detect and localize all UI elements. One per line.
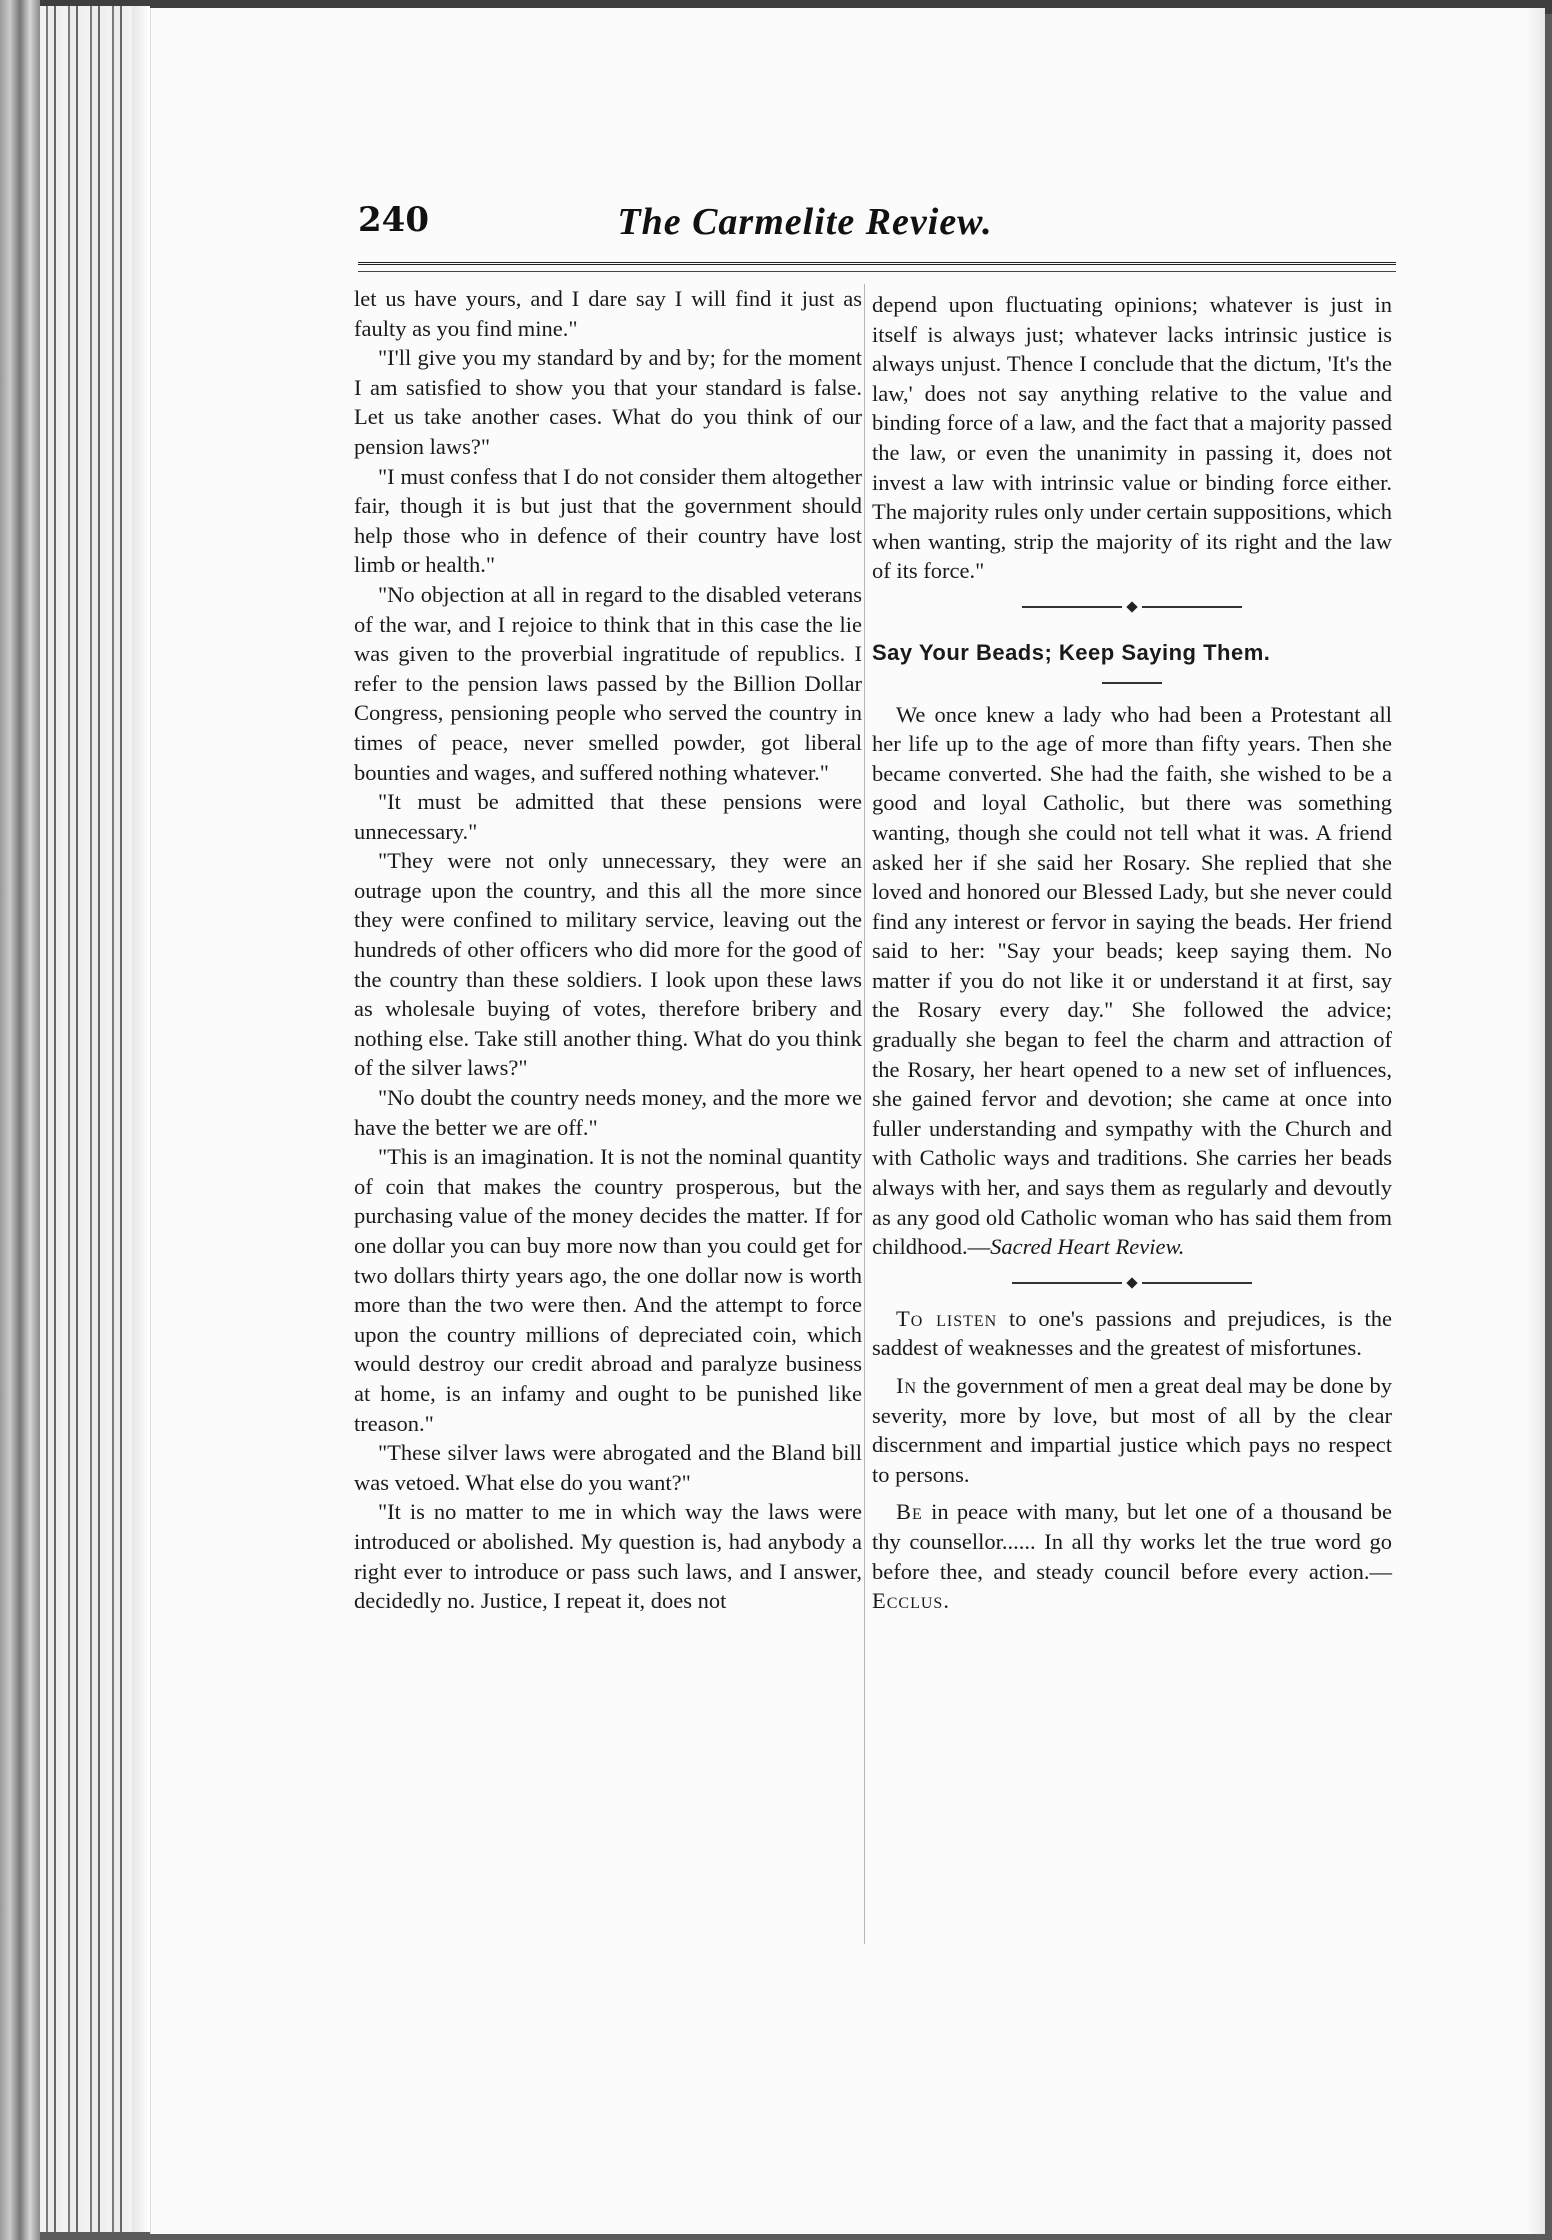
article-source: Sacred Heart Review.: [990, 1234, 1185, 1260]
book-page-edges: [40, 6, 150, 2232]
paragraph: "It must be admitted that these pensions were unnecessary.": [354, 789, 862, 844]
maxim-lead: Be: [896, 1499, 923, 1525]
right-column: [872, 290, 1392, 1616]
maxim-text: to one's passions and prejudices, is the saddest of weaknesses and the greatest of misfortunes.: [872, 1305, 1393, 1361]
ornamental-divider: [872, 1272, 1392, 1294]
maxim: [872, 1304, 1392, 1363]
maxim-text: the government of men a great deal may be done by severity, more by love, but most of all by the clear discernment and impartial justice which pays no respect to persons.: [872, 1373, 1392, 1487]
article-text: We once knew a lady who had been a Protestant all her life up to the age of more than fifty years. Then she became converted. She had the faith, she wished to be a good and loyal Catholic, but there was something wanting, though she could not tell what it was. A friend asked her if she said her Rosary. She replied that she loved and honored our Blessed Lady, but she never could find any interest or fervor in saying the beads. Her friend said to her: "Say your beads; keep saying them. No matter if you do not like it or understand it at first, say the Rosary every day." She followed the advice; gradually she began to feel the charm and attraction of the Rosary, her heart opened to a new set of influences, she gained fervor and devotion; she came at once into fuller understanding and sympathy with the Church and with Catholic ways and traditions. She carries her beads always with her, and says them as regularly and devoutly as any good old Catholic woman who has said them from childhood.—: [872, 701, 1392, 1260]
continued-paragraph: depend upon fluctuating opinions; whatever is just in itself is always just; whatever lacks intrinsic justice is always unjust. Thence I conclude that the dictum, 'It's the law,' does not say anything relative to the value and binding force of a law, and the fact that a majority passed the law, or even the unanimity in passing it, does not invest a law with intrinsic value or binding force either. The majority rules only under certain suppositions, which when wanting, strip the majority of its right and the law of its force.": [872, 292, 1392, 584]
page-number: 240: [358, 200, 429, 240]
ornamental-divider: [872, 596, 1392, 618]
paragraph: "No doubt the country needs money, and the more we have the better we are off.": [354, 1085, 862, 1140]
maxim-text: in peace with many, but let one of a thousand be thy counsellor...... In all thy works let the true word go before thee, and steady council before every action.—: [872, 1499, 1392, 1584]
scanner-bed-left: [0, 0, 40, 2240]
paragraph: "I'll give you my standard by and by; for the moment I am satisfied to show you that your standard is false. Let us take another cases. What do you think of our pension laws?": [354, 345, 862, 459]
page-header: [210, 200, 1400, 264]
paragraph: "It is no matter to me in which way the laws were introduced or abolished. My question is, had anybody a right ever to introduce or pass such laws, and I answer, decidedly no. Justice, I repeat it, does not: [354, 1499, 862, 1614]
maxim: [872, 1497, 1392, 1615]
maxim-lead: To listen: [896, 1305, 998, 1331]
paragraph: "No objection at all in regard to the disabled veterans of the war, and I rejoice to think that in this case the lie was given to the proverbial ingratitude of republics. I refer to the pension laws passed by the Billion Dollar Congress, pensioning people who served the country in times of peace, never smelled powder, got liberal bounties and wages, and suffered nothing whatever.": [354, 581, 862, 785]
maxim: [872, 1371, 1392, 1489]
header-rule: [358, 262, 1396, 272]
paragraph: "I must confess that I do not consider them altogether fair, though it is but just that the government should help those who in defence of their country have lost limb or health.": [354, 463, 862, 578]
left-column: [354, 284, 862, 1616]
column-divider: [864, 284, 865, 1944]
article-body: [872, 700, 1392, 1262]
title-rule: [1102, 682, 1162, 684]
maxim-source: Ecclus.: [872, 1588, 950, 1614]
running-title: The Carmelite Review.: [617, 201, 993, 243]
paragraph: "This is an imagination. It is not the nominal quantity of coin that makes the country prosperous, but the purchasing value of the money decides the matter. If for one dollar you can buy more now than you could get for two dollars thirty years ago, the one dollar now is worth more than the two were then. And the attempt to force upon the country millions of depreciated coin, which would destroy our credit abroad and paralyze business at home, is an infamy and ought to be punished like treason.": [354, 1144, 862, 1436]
maxim-lead: In: [896, 1373, 918, 1398]
paragraph: "These silver laws were abrogated and the Bland bill was vetoed. What else do you want?": [354, 1440, 862, 1495]
page-gutter-shadow: [1527, 8, 1545, 2234]
article-title: Say Your Beads; Keep Saying Them.: [872, 639, 1271, 665]
paragraph: let us have yours, and I dare say I will find it just as faulty as you find mine.": [354, 286, 862, 341]
paragraph: "They were not only unnecessary, they were an outrage upon the country, and this all the more since they were confined to military service, leaving out the hundreds of other officers who did more for the good of the country than these soldiers. I look upon these laws as wholesale buying of votes, therefore bribery and nothing else. Take still another thing. What do you think of the silver laws?": [354, 848, 862, 1081]
